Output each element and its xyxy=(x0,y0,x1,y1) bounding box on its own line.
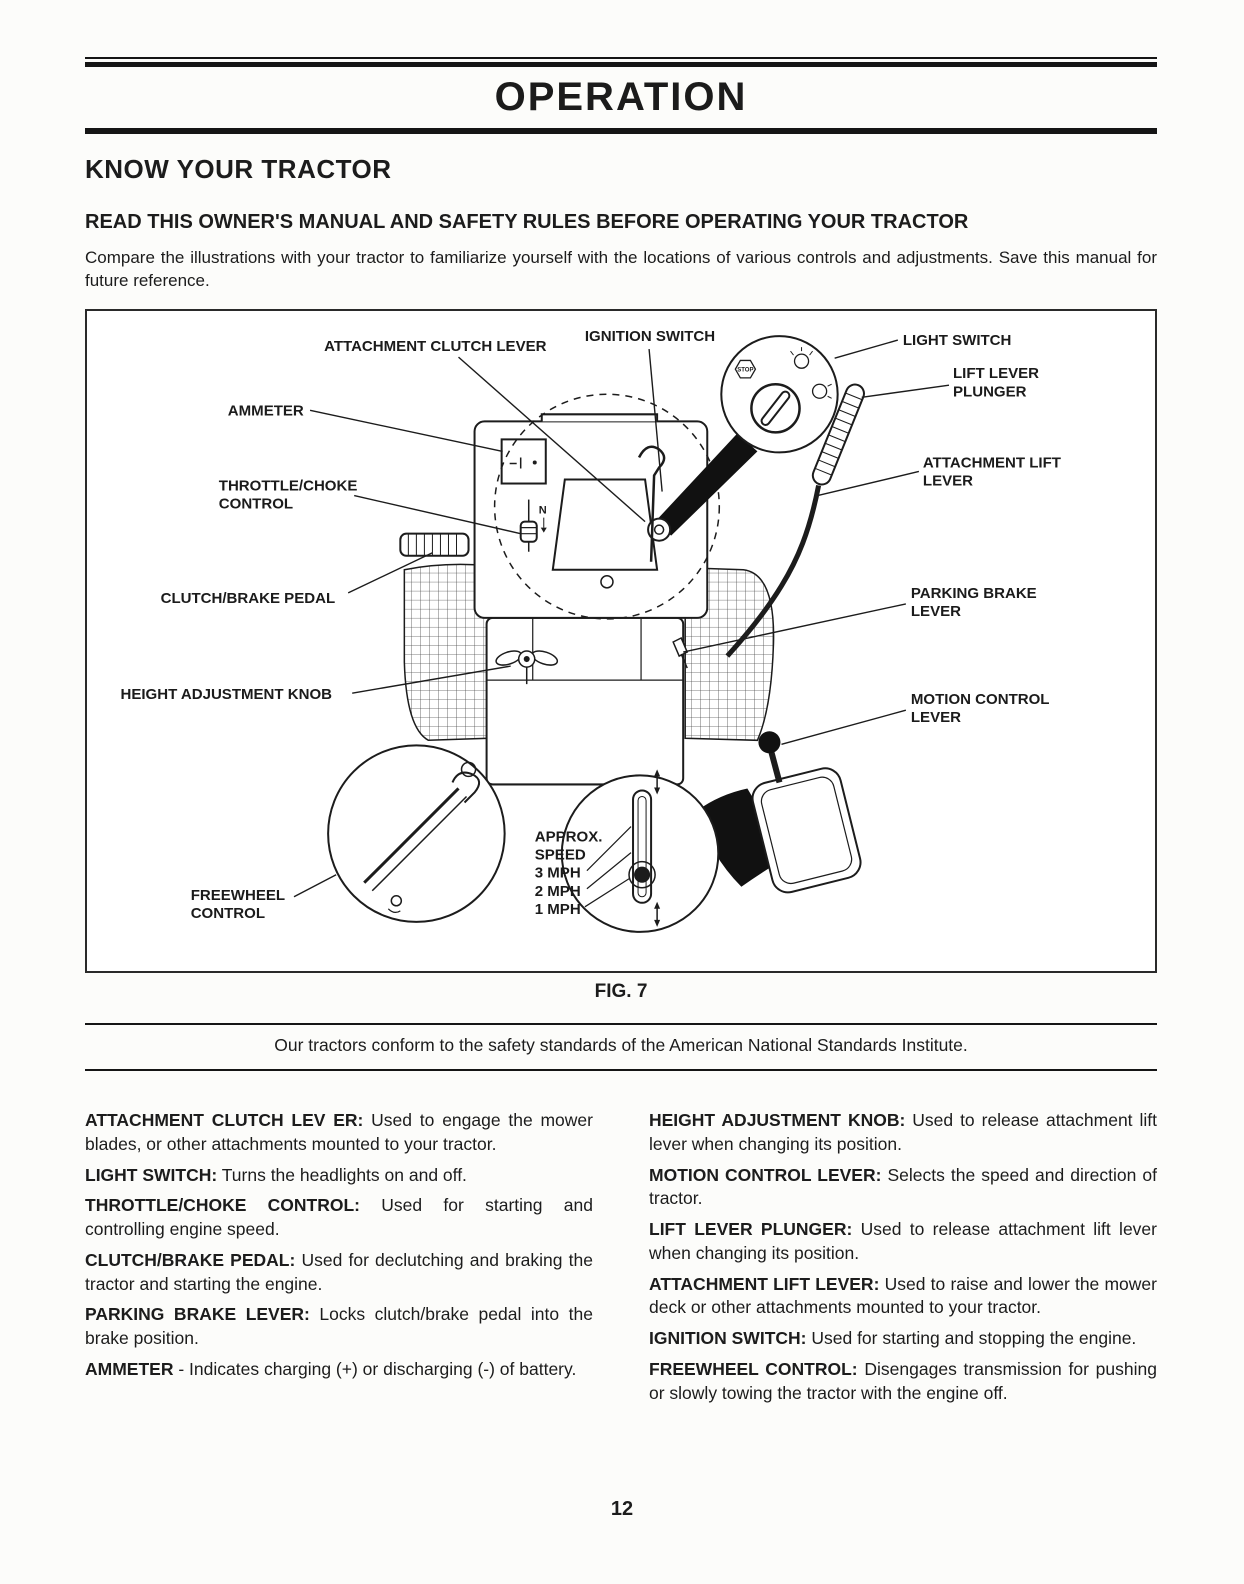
definition-text: Used for starting and stopping the engine. xyxy=(811,1328,1137,1349)
label-speed-1mph: 1 MPH xyxy=(534,900,581,918)
definition-term: ATTACHMENT CLUTCH LEV ER: xyxy=(85,1109,364,1130)
definition-term: PARKING BRAKE LEVER: xyxy=(85,1304,310,1325)
label-attachment-lift-lever: ATTACHMENT LIFT xyxy=(922,454,1061,472)
definition-text: Used to raise and lower the mower deck or other attachments mounted to your tractor. xyxy=(649,1273,1157,1318)
page-number: 12 xyxy=(610,1498,634,1520)
section-heading: KNOW YOUR TRACTOR xyxy=(85,154,392,184)
definition-attachment-clutch-lever xyxy=(85,1109,593,1157)
label-speed-3mph: 3 MPH xyxy=(534,864,581,882)
label-ignition-switch: IGNITION SWITCH xyxy=(584,327,716,345)
standards-note: Our tractors conform to the safety standards of the American National Standards Institute. xyxy=(85,1023,1157,1071)
definition-text: Locks clutch/brake pedal into the brake position. xyxy=(85,1304,593,1349)
label-height-adjustment-knob: HEIGHT ADJUSTMENT KNOB xyxy=(120,686,333,704)
definition-text: Selects the speed and direction of tractor. xyxy=(649,1164,1157,1209)
label-lift-lever-plunger: PLUNGER xyxy=(953,383,1027,401)
label-parking-brake-lever: LEVER xyxy=(910,602,962,620)
label-approx-speed: APPROX. xyxy=(534,828,603,846)
definition-term: HEIGHT ADJUSTMENT KNOB: xyxy=(649,1109,906,1130)
definition-freewheel-control xyxy=(649,1358,1157,1406)
figure-caption: FIG. 7 xyxy=(594,980,648,1002)
clutch-brake-pedal-drawing xyxy=(400,534,468,556)
safety-subheading: READ THIS OWNER'S MANUAL AND SAFETY RULES BEFORE OPERATING YOUR TRACTOR xyxy=(85,211,969,233)
label-approx-speed: SPEED xyxy=(534,846,586,864)
definition-parking-brake-lever xyxy=(85,1303,593,1351)
label-throttle-choke-control: CONTROL xyxy=(218,495,294,513)
console-trapezoid xyxy=(553,479,657,569)
definition-light-switch xyxy=(85,1164,593,1188)
definition-term: FREEWHEEL CONTROL: xyxy=(649,1359,858,1380)
label-ammeter: AMMETER xyxy=(227,402,304,420)
motion-control-lever-drawing xyxy=(758,731,780,782)
definition-attachment-lift-lever xyxy=(649,1273,1157,1321)
definition-text: Used to engage the mower blades, or other attachments mounted to your tractor. xyxy=(85,1109,593,1154)
label-parking-brake-lever: PARKING BRAKE xyxy=(910,584,1037,602)
ignition-key-detail-circle xyxy=(721,336,837,452)
definition-text: Used to release attachment lift lever when changing its position. xyxy=(649,1219,1157,1263)
label-motion-control-lever: MOTION CONTROL xyxy=(910,691,1050,709)
label-throttle-choke-control: THROTTLE/CHOKE xyxy=(218,477,358,495)
definition-text: Disengages transmission for pushing or slowly towing the tractor with the engine off. xyxy=(649,1359,1157,1403)
label-lift-lever-plunger: LIFT LEVER xyxy=(953,365,1040,383)
figure-7-box xyxy=(85,309,1157,973)
manual-page xyxy=(85,0,1157,1413)
definition-term: MOTION CONTROL LEVER: xyxy=(649,1164,882,1185)
seat-panel-drawing xyxy=(749,765,864,896)
label-clutch-brake-pedal: CLUTCH/BRAKE PEDAL xyxy=(160,589,336,607)
freewheel-control-inset xyxy=(328,745,505,922)
title-rule xyxy=(85,128,1157,134)
label-light-switch: LIGHT SWITCH xyxy=(902,332,1012,350)
definition-term: LIGHT SWITCH: xyxy=(85,1164,218,1185)
definitions-section xyxy=(85,1109,1157,1413)
definition-clutch-brake-pedal xyxy=(85,1249,593,1297)
label-freewheel-control: FREEWHEEL xyxy=(190,886,286,904)
definition-height-adjustment-knob xyxy=(649,1109,1157,1157)
label-freewheel-control: CONTROL xyxy=(190,904,266,922)
label-stop: STOP xyxy=(737,367,754,374)
top-rule xyxy=(85,57,1157,67)
definitions-right-column xyxy=(649,1109,1157,1413)
ammeter-gauge xyxy=(502,439,546,483)
label-speed-2mph: 2 MPH xyxy=(534,882,581,900)
definition-text: Used for declutching and braking the tractor and starting the engine. xyxy=(85,1249,593,1294)
definition-lift-lever-plunger xyxy=(649,1218,1157,1266)
definition-motion-control-lever xyxy=(649,1164,1157,1212)
tractor-body xyxy=(487,618,684,785)
tractor-diagram xyxy=(87,311,1155,971)
definition-text: Turns the headlights on and off. xyxy=(221,1164,467,1185)
definition-text: - Indicates charging (+) or discharging (-) of battery. xyxy=(178,1359,577,1380)
definition-term: IGNITION SWITCH: xyxy=(649,1328,807,1349)
definitions-left-column xyxy=(85,1109,593,1413)
definition-text: Used for starting and controlling engine speed. xyxy=(85,1195,593,1240)
page-title: OPERATION xyxy=(494,75,748,119)
label-attachment-lift-lever: LEVER xyxy=(922,472,974,490)
definition-ignition-switch xyxy=(649,1327,1157,1351)
definition-ammeter xyxy=(85,1358,593,1382)
label-neutral: N xyxy=(538,504,547,517)
label-attachment-clutch-lever: ATTACHMENT CLUTCH LEVER xyxy=(324,338,547,356)
definition-term: CLUTCH/BRAKE PEDAL: xyxy=(85,1249,296,1270)
definition-throttle-choke-control xyxy=(85,1194,593,1242)
definition-term: THROTTLE/CHOKE CONTROL: xyxy=(85,1195,361,1216)
label-motion-control-lever: LEVER xyxy=(910,709,962,727)
definition-term: LIFT LEVER PLUNGER: xyxy=(649,1219,853,1240)
definition-term: ATTACHMENT LIFT LEVER: xyxy=(649,1273,880,1294)
definition-text: Used to release attachment lift lever when changing its position. xyxy=(649,1109,1157,1154)
intro-paragraph: Compare the illustrations with your tractor to familiarize yourself with the locations of various controls and adjustments. Save this manual for future reference. xyxy=(85,248,1157,291)
definition-term: AMMETER xyxy=(85,1359,174,1380)
